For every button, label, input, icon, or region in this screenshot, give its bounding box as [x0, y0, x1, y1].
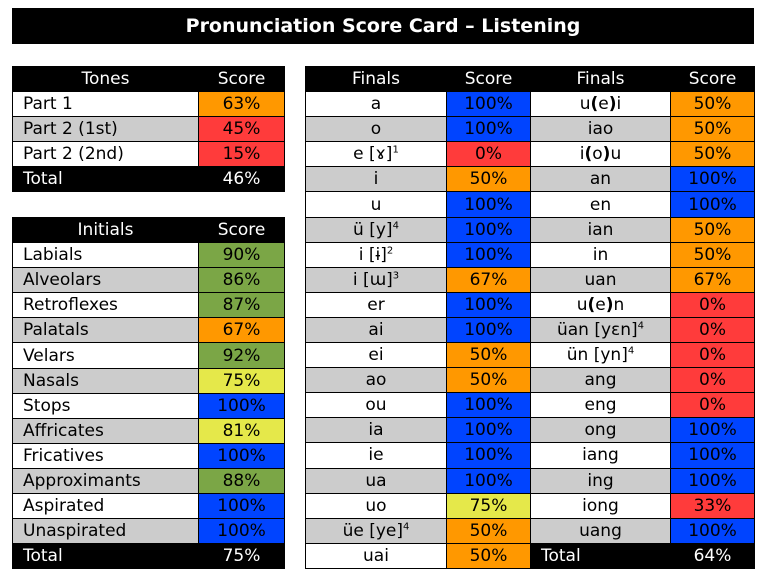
final-score: 0%	[671, 393, 755, 418]
final-score: 75%	[447, 493, 531, 518]
final-score: 50%	[671, 242, 755, 267]
initial-score: 100%	[199, 393, 285, 418]
final-score: 50%	[671, 117, 755, 142]
initial-label: Velars	[13, 343, 199, 368]
initials-total-label: Total	[13, 544, 199, 569]
initial-label: Palatals	[13, 318, 199, 343]
final-label: ong	[531, 418, 671, 443]
final-label: iang	[531, 443, 671, 468]
tones-header-score: Score	[199, 67, 285, 92]
final-label: u(e)n	[531, 292, 671, 317]
initial-score: 100%	[199, 494, 285, 519]
final-score: 67%	[447, 267, 531, 292]
final-score: 50%	[447, 518, 531, 543]
tone-score: 63%	[199, 92, 285, 117]
final-label: er	[306, 292, 447, 317]
final-score: 100%	[447, 393, 531, 418]
final-label: ou	[306, 393, 447, 418]
final-score: 67%	[671, 267, 755, 292]
initials-header-score: Score	[199, 218, 285, 243]
initials-total-score: 75%	[199, 544, 285, 569]
initial-score: 90%	[199, 243, 285, 268]
tones-header-label: Tones	[13, 67, 199, 92]
initial-score: 92%	[199, 343, 285, 368]
initial-score: 75%	[199, 368, 285, 393]
initial-score: 87%	[199, 293, 285, 318]
final-label: iong	[531, 493, 671, 518]
final-score: 100%	[671, 167, 755, 192]
final-label: i [ɯ]$^3$	[306, 267, 447, 292]
initial-score: 67%	[199, 318, 285, 343]
final-score: 100%	[447, 317, 531, 342]
page-title: Pronunciation Score Card – Listening	[12, 8, 754, 44]
final-label: ia	[306, 418, 447, 443]
final-label: ian	[531, 217, 671, 242]
final-score: 50%	[671, 142, 755, 167]
finals-right-header-score: Score	[671, 67, 755, 92]
final-score: 100%	[671, 418, 755, 443]
final-label: ei	[306, 343, 447, 368]
tones-total-label: Total	[13, 167, 199, 192]
initial-label: Approximants	[13, 468, 199, 493]
final-score: 50%	[671, 92, 755, 117]
initial-label: Labials	[13, 243, 199, 268]
final-score: 100%	[671, 192, 755, 217]
final-label: ü $[y]^4$	[306, 217, 447, 242]
final-score: 50%	[447, 343, 531, 368]
final-score: 50%	[447, 543, 531, 568]
initials-header-label: Initials	[13, 218, 199, 243]
initial-score: 100%	[199, 443, 285, 468]
final-score: 100%	[447, 117, 531, 142]
final-label: ang	[531, 368, 671, 393]
initial-label: Retroflexes	[13, 293, 199, 318]
tone-label: Part 1	[13, 92, 199, 117]
final-score: 100%	[447, 242, 531, 267]
initial-label: Unaspirated	[13, 519, 199, 544]
finals-total-label: Total	[531, 543, 671, 568]
final-label: ie	[306, 443, 447, 468]
tone-label: Part 2 (2nd)	[13, 142, 199, 167]
final-label: uan	[531, 267, 671, 292]
initial-label: Stops	[13, 393, 199, 418]
final-label: u	[306, 192, 447, 217]
final-score: 0%	[671, 317, 755, 342]
final-score: 100%	[671, 443, 755, 468]
final-label: i [ɨ]$^2$	[306, 242, 447, 267]
final-score: 100%	[447, 92, 531, 117]
tone-score: 45%	[199, 117, 285, 142]
final-score: 100%	[447, 217, 531, 242]
final-label: uo	[306, 493, 447, 518]
final-label: i	[306, 167, 447, 192]
finals-right-header-label: Finals	[531, 67, 671, 92]
final-label: üe [ye]$^4$	[306, 518, 447, 543]
initial-score: 86%	[199, 268, 285, 293]
final-score: 0%	[447, 142, 531, 167]
tones-total-score: 46%	[199, 167, 285, 192]
initial-label: Alveolars	[13, 268, 199, 293]
initial-score: 88%	[199, 468, 285, 493]
final-label: ao	[306, 368, 447, 393]
final-score: 33%	[671, 493, 755, 518]
initial-label: Aspirated	[13, 494, 199, 519]
final-label: ua	[306, 468, 447, 493]
final-label: ün [yn]$^4$	[531, 343, 671, 368]
finals-table	[305, 66, 755, 569]
final-score: 50%	[447, 167, 531, 192]
final-score: 100%	[447, 418, 531, 443]
final-label: iao	[531, 117, 671, 142]
final-label: eng	[531, 393, 671, 418]
tone-label: Part 2 (1st)	[13, 117, 199, 142]
tones-table	[12, 66, 285, 192]
finals-left-header-score: Score	[447, 67, 531, 92]
final-label: e [ɤ]$^1$	[306, 142, 447, 167]
initial-label: Fricatives	[13, 443, 199, 468]
final-score: 0%	[671, 368, 755, 393]
final-score: 100%	[447, 192, 531, 217]
final-label: i(o)u	[531, 142, 671, 167]
final-score: 50%	[447, 368, 531, 393]
final-score: 100%	[447, 292, 531, 317]
final-label: o	[306, 117, 447, 142]
final-label: an	[531, 167, 671, 192]
final-score: 0%	[671, 292, 755, 317]
final-label: ai	[306, 317, 447, 342]
final-label: üan [yɛn]$^4$	[531, 317, 671, 342]
initial-label: Nasals	[13, 368, 199, 393]
final-label: ing	[531, 468, 671, 493]
initials-table	[12, 217, 285, 569]
final-score: 100%	[671, 518, 755, 543]
final-label: in	[531, 242, 671, 267]
initial-score: 100%	[199, 519, 285, 544]
final-label: en	[531, 192, 671, 217]
finals-total-score: 64%	[671, 543, 755, 568]
finals-left-header-label: Finals	[306, 67, 447, 92]
initial-label: Affricates	[13, 418, 199, 443]
final-score: 50%	[671, 217, 755, 242]
final-label: a	[306, 92, 447, 117]
initial-score: 81%	[199, 418, 285, 443]
final-label: uang	[531, 518, 671, 543]
tone-score: 15%	[199, 142, 285, 167]
final-score: 100%	[671, 468, 755, 493]
final-score: 0%	[671, 343, 755, 368]
final-score: 100%	[447, 443, 531, 468]
final-label: u(e)i	[531, 92, 671, 117]
final-score: 100%	[447, 468, 531, 493]
final-label: uai	[306, 543, 447, 568]
